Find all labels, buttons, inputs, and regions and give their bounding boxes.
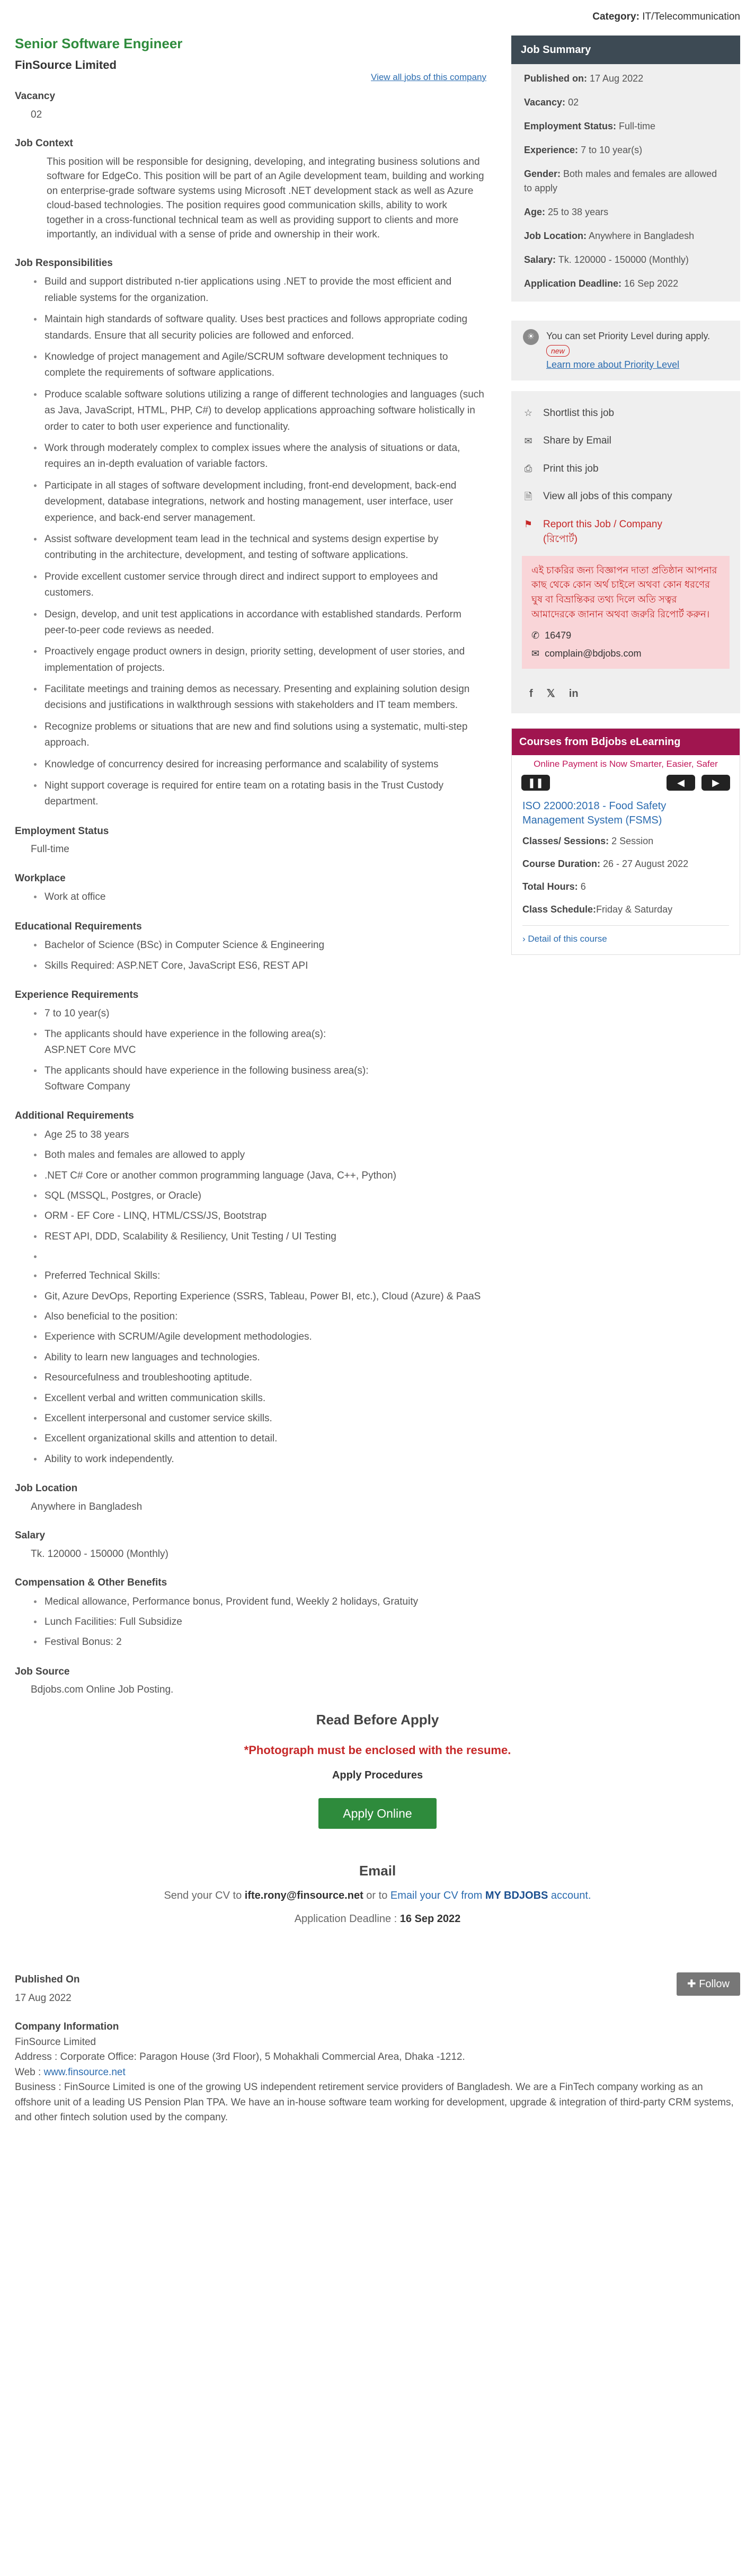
list-item: Maintain high standards of software quality. Uses best practices and follows appropriate coding standards. Ensure that all security policies are followed and enforced.	[45, 312, 486, 344]
email-heading: Email	[359, 1863, 396, 1879]
sidebar	[511, 36, 740, 1698]
job-source-value: Bdjobs.com Online Job Posting.	[31, 1684, 174, 1696]
list-item: Both males and females are allowed to apply	[45, 1147, 486, 1163]
list-item: Work through moderately complex to complex issues where the analysis of situations or data, requires an in-depth evaluation of variable factors.	[45, 440, 486, 473]
workplace-section	[15, 871, 486, 906]
job-location-section	[15, 1481, 486, 1515]
summary-row	[524, 143, 727, 157]
list-item	[45, 1249, 486, 1264]
experience-area-label: The applicants should have experience in the following area(s):	[45, 1028, 326, 1040]
vacancy-section	[15, 89, 486, 122]
experience-business-label: The applicants should have experience in the following business area(s):	[45, 1065, 369, 1076]
responsibilities-section	[15, 256, 486, 810]
list-item: Night support coverage is required for entire team on a rotating basis in the Trust Custody department.	[45, 778, 486, 810]
photograph-word: *Photograph	[244, 1743, 314, 1757]
share-label: Share by Email	[543, 435, 611, 446]
report-job-button[interactable]	[522, 511, 730, 554]
send-cv-mid: or to	[363, 1890, 390, 1902]
responsibilities-list	[15, 274, 486, 810]
company-info-heading: Company Information	[15, 2021, 119, 2033]
linkedin-icon[interactable]: in	[569, 687, 579, 700]
summary-label: Published on:	[524, 73, 587, 84]
list-item: Assist software development team lead in the technical and systems design expertise by contributing in the architecture, development, and testing of software applications.	[45, 532, 486, 564]
course-label: Classes/ Sessions:	[522, 836, 609, 847]
job-location-heading: Job Location	[15, 1483, 78, 1494]
course-value: Friday & Saturday	[596, 904, 673, 915]
summary-value: 02	[568, 96, 579, 108]
list-item: Knowledge of project management and Agile/SCRUM software development techniques to complete the requirements of software applications.	[45, 349, 486, 382]
experience-heading: Experience Requirements	[15, 989, 139, 1001]
view-company-jobs-label: View all jobs of this company	[543, 491, 672, 502]
shortlist-label: Shortlist this job	[543, 407, 615, 419]
summary-row	[524, 277, 727, 291]
prev-arrow-button[interactable]: ◀	[667, 775, 695, 791]
summary-label: Application Deadline:	[524, 278, 622, 289]
summary-label: Job Location:	[524, 230, 587, 241]
course-row	[522, 834, 729, 848]
list-item: Produce scalable software solutions utilizing a range of different technologies and languages (such as Java, JavaScript, HTML, PHP, C#) to develop applications approaching software holistically in order to cater to both user experience and functionality.	[45, 387, 486, 435]
list-item: Ability to work independently.	[45, 1451, 486, 1467]
summary-label: Gender:	[524, 168, 561, 179]
list-item: Knowledge of concurrency desired for increasing performance and scalability of systems	[45, 757, 486, 773]
summary-label: Salary:	[524, 254, 556, 265]
envelope-icon: ✉	[524, 435, 532, 446]
list-item: Excellent organizational skills and attention to detail.	[45, 1431, 486, 1447]
list-item: 7 to 10 year(s)	[45, 1006, 486, 1022]
follow-button[interactable]	[677, 1972, 740, 1996]
view-company-jobs-button[interactable]	[522, 483, 730, 511]
course-value: 6	[580, 881, 586, 892]
list-item: REST API, DDD, Scalability & Resiliency, Unit Testing / UI Testing	[45, 1229, 486, 1245]
list-item: Git, Azure DevOps, Reporting Experience (SSRS, Tableau, Power BI, etc.), Cloud (Azure) & PaaS	[45, 1289, 486, 1305]
next-arrow-button[interactable]: ▶	[701, 775, 730, 791]
deadline-label: Application Deadline :	[294, 1913, 400, 1925]
salary-heading: Salary	[15, 1530, 46, 1542]
responsibilities-heading: Job Responsibilities	[15, 257, 113, 269]
apply-email-address[interactable]: ifte.rony@finsource.net	[244, 1890, 363, 1902]
print-label: Print this job	[543, 463, 599, 474]
course-title-link[interactable]: ISO 22000:2018 - Food Safety Management System (FSMS)	[522, 800, 667, 827]
experience-business-value: Software Company	[45, 1081, 130, 1093]
list-item: Provide excellent customer service through direct and indirect support to employees and customers.	[45, 569, 486, 601]
job-context-section	[15, 136, 486, 242]
list-item: Also beneficial to the position:	[45, 1309, 486, 1325]
published-value: 17 Aug 2022	[15, 1992, 72, 2004]
job-actions-box	[511, 391, 740, 713]
list-item: SQL (MSSQL, Postgres, or Oracle)	[45, 1188, 486, 1204]
account-link[interactable]: account.	[548, 1890, 591, 1902]
company-info-business: Business : FinSource Limited is one of the growing US independent retirement service providers of Bangladesh. We are a FinTech company working as an offshore unit of a leading US Pension Plan TPA. We have an in-house software team working for development, upgrade & integration of third-party CRM systems, and other fintech solution used by the company.	[15, 2082, 734, 2123]
send-cv-prefix: Send your CV to	[164, 1890, 245, 1902]
chevron-right-icon: ›	[522, 934, 526, 944]
company-website-link[interactable]: www.finsource.net	[43, 2066, 126, 2078]
facebook-icon[interactable]: f	[529, 687, 533, 700]
star-icon: ☆	[523, 408, 533, 419]
list-item: Design, develop, and unit test applications in accordance with established standards. Perform peer-to-peer code reviews as needed.	[45, 607, 486, 639]
list-item: Medical allowance, Performance bonus, Provident fund, Weekly 2 holidays, Gratuity	[45, 1594, 486, 1610]
list-item: Facilitate meetings and training demos as necessary. Presenting and explaining solution design decisions and justifications in walkthrough sessions with stakeholders and IT team members.	[45, 681, 486, 714]
pause-button[interactable]: ❚❚	[521, 775, 550, 791]
share-email-button[interactable]	[522, 427, 730, 455]
list-item	[45, 1063, 486, 1095]
list-item: Proactively engage product owners in design, priority setting, development of user stories, and implementation of projects.	[45, 644, 486, 676]
hotline-number: 16479	[545, 630, 572, 641]
list-item: Experience with SCRUM/Agile development methodologies.	[45, 1329, 486, 1345]
summary-row	[524, 205, 727, 219]
experience-area-value: ASP.NET Core MVC	[45, 1044, 136, 1056]
job-source-heading: Job Source	[15, 1666, 70, 1677]
published-heading: Published On	[15, 1974, 80, 1986]
apply-online-button[interactable]: Apply Online	[318, 1798, 436, 1829]
experience-list	[15, 1006, 486, 1095]
published-row	[15, 1972, 740, 2006]
company-info-name: FinSource Limited	[15, 2036, 96, 2048]
category-line	[15, 0, 740, 25]
priority-level-box	[511, 321, 740, 380]
list-item: Work at office	[45, 889, 486, 905]
summary-row	[524, 253, 727, 267]
course-detail-label: Detail of this course	[528, 934, 607, 944]
summary-label: Experience:	[524, 144, 579, 155]
list-item: Skills Required: ASP.NET Core, JavaScript ES6, REST API	[45, 958, 486, 974]
list-item: Build and support distributed n-tier applications using .NET to provide the most efficient and reliable systems for the organization.	[45, 274, 486, 306]
vacancy-heading: Vacancy	[15, 91, 56, 102]
job-location-value: Anywhere in Bangladesh	[31, 1501, 143, 1512]
list-item: Excellent interpersonal and customer service skills.	[45, 1411, 486, 1427]
job-source-section	[15, 1665, 486, 1698]
priority-learn-more-link[interactable]: Learn more about Priority Level	[546, 359, 680, 370]
benefits-heading: Compensation & Other Benefits	[15, 1577, 167, 1589]
employment-status-value: Full-time	[31, 844, 69, 855]
report-label-bn: (রিপোর্ট)	[543, 534, 578, 545]
social-links	[522, 676, 730, 705]
additional-requirements-heading: Additional Requirements	[15, 1110, 134, 1122]
apply-section	[15, 1710, 740, 1927]
summary-value: 16 Sep 2022	[624, 278, 679, 289]
job-summary-box	[511, 36, 740, 302]
education-section	[15, 919, 486, 974]
summary-value: 25 to 38 years	[548, 206, 609, 217]
report-label: Report this Job / Company	[543, 518, 662, 530]
experience-section	[15, 988, 486, 1095]
company-info-web	[15, 2065, 740, 2081]
web-label: Web :	[15, 2066, 44, 2078]
list-item: Participate in all stages of software development including, front-end development, back-end development, database integrations, network and hosting management, user interface, user experience, and back-end server management.	[45, 478, 486, 526]
follow-label: Follow	[699, 1978, 730, 1990]
course-row	[522, 857, 729, 871]
shortlist-button[interactable]	[522, 400, 730, 428]
elearning-courses-box	[511, 728, 740, 955]
hotline-phone[interactable]	[531, 628, 720, 643]
job-summary-heading: Job Summary	[511, 36, 740, 64]
list-item: Preferred Technical Skills:	[45, 1268, 486, 1284]
course-detail-link[interactable]	[522, 925, 729, 946]
job-context-text: This position will be responsible for designing, developing, and integrating business solutions and software for EdgeCo. This position will be part of an Agile development team, building and working on enterprise-grade software systems using Microsoft .NET development stack as well as Azure cloud-based technologies. The position requires good communication skills, ability to work together in a cross-functional technical team as well as providing support to clients and more importantly, an individual with a sense of pride and ownership in their work.	[47, 156, 484, 241]
additional-requirements-section	[15, 1109, 486, 1467]
email-cv-link[interactable]: Email your CV from	[390, 1890, 483, 1902]
benefits-section	[15, 1575, 486, 1651]
list-item: Age 25 to 38 years	[45, 1127, 486, 1143]
plus-icon: ✚	[687, 1978, 696, 1990]
summary-row	[524, 72, 727, 86]
course-label: Course Duration:	[522, 858, 601, 870]
list-item: Resourcefulness and troubleshooting aptitude.	[45, 1370, 486, 1386]
salary-section	[15, 1528, 486, 1562]
complain-email[interactable]	[531, 647, 720, 661]
salary-value: Tk. 120000 - 150000 (Monthly)	[31, 1548, 168, 1560]
list-item: Excellent verbal and written communication skills.	[45, 1391, 486, 1406]
fraud-warning-box	[522, 556, 730, 669]
company-info-address: Address : Corporate Office: Paragon House (3rd Floor), 5 Mohakhali Commercial Area, Dhaka -1212.	[15, 2051, 465, 2063]
course-value: 2 Session	[611, 836, 654, 847]
print-button[interactable]	[522, 455, 730, 483]
application-deadline	[15, 1911, 740, 1927]
education-heading: Educational Requirements	[15, 920, 142, 932]
employment-status-heading: Employment Status	[15, 825, 109, 837]
summary-row	[524, 119, 727, 134]
summary-row	[524, 95, 727, 110]
company-name: FinSource Limited	[15, 58, 117, 72]
summary-value: Tk. 120000 - 150000 (Monthly)	[558, 254, 689, 265]
additional-requirements-list	[15, 1127, 486, 1467]
job-title: Senior Software Engineer	[15, 35, 183, 51]
summary-value: Both males and females are allowed to apply	[524, 168, 717, 193]
category-value: IT/Telecommunication	[642, 11, 740, 22]
summary-row	[524, 229, 727, 243]
summary-value: Full-time	[619, 120, 656, 131]
category-label: Category:	[592, 11, 639, 22]
priority-text: You can set Priority Level during apply.	[546, 330, 710, 341]
workplace-heading: Workplace	[15, 872, 66, 884]
job-context-heading: Job Context	[15, 138, 73, 149]
deadline-value: 16 Sep 2022	[399, 1913, 461, 1925]
course-row	[522, 902, 729, 917]
summary-row	[524, 167, 727, 196]
complain-email-address: complain@bdjobs.com	[545, 648, 642, 659]
list-item: Bachelor of Science (BSc) in Computer Science & Engineering	[45, 937, 486, 953]
vacancy-value: 02	[31, 109, 42, 120]
view-all-jobs-link[interactable]: View all jobs of this company	[371, 72, 486, 82]
courses-subtitle: Online Payment is Now Smarter, Easier, Safer	[534, 758, 718, 769]
twitter-icon[interactable]: 𝕏	[546, 687, 555, 700]
apply-procedures-heading: Apply Procedures	[332, 1769, 423, 1781]
list-item: Ability to learn new languages and technologies.	[45, 1350, 486, 1366]
education-list	[15, 937, 486, 974]
mybdjobs-link[interactable]: MY BDJOBS	[485, 1890, 548, 1902]
lightbulb-icon: ☀	[523, 329, 539, 345]
fraud-warning-text: এই চাকরির জন্য বিজ্ঞাপন দাতা প্রতিষ্ঠান আপনার কাছ থেকে কোন অর্থ চাইলে অথবা কোন ধরণের ঘুষ বা বিভ্রান্তিকর তথ্য দিলে অতি সত্বর আমাদেরকে জানান অথবা জরুরি রিপোর্ট করুন।	[531, 564, 717, 620]
course-value: 26 - 27 August 2022	[603, 858, 689, 870]
list-item: .NET C# Core or another common programming language (Java, C++, Python)	[45, 1168, 486, 1184]
list-item: ORM - EF Core - LINQ, HTML/CSS/JS, Bootstrap	[45, 1208, 486, 1224]
benefits-list	[15, 1594, 486, 1651]
send-cv-line	[15, 1888, 740, 1904]
course-label: Total Hours:	[522, 881, 578, 892]
summary-value: 7 to 10 year(s)	[581, 144, 643, 155]
flag-icon: ⚑	[523, 518, 533, 529]
photograph-notice	[15, 1741, 740, 1760]
list-item: Recognize problems or situations that are new and find solutions using a systematic, multi-step approach.	[45, 719, 486, 751]
list-item	[45, 1026, 486, 1059]
courses-heading: Courses from Bdjobs eLearning	[512, 729, 740, 755]
summary-value: 17 Aug 2022	[590, 73, 644, 84]
course-label: Class Schedule:	[522, 904, 597, 915]
summary-label: Age:	[524, 206, 545, 217]
envelope-icon: ✉	[531, 648, 540, 659]
printer-icon: ⎙	[524, 463, 532, 474]
read-before-apply-heading: Read Before Apply	[316, 1711, 439, 1728]
list-item: Festival Bonus: 2	[45, 1634, 486, 1650]
photograph-notice-rest: must be enclosed with the resume.	[314, 1743, 511, 1757]
new-badge: new	[546, 345, 570, 357]
phone-icon: ✆	[531, 630, 540, 641]
document-icon: 🗎	[524, 491, 532, 502]
employment-status-section	[15, 824, 486, 857]
summary-label: Vacancy:	[524, 96, 566, 108]
job-main-column	[15, 36, 486, 1698]
summary-value: Anywhere in Bangladesh	[589, 230, 695, 241]
list-item: Lunch Facilities: Full Subsidize	[45, 1614, 486, 1630]
workplace-list	[15, 889, 486, 905]
company-information	[15, 2020, 740, 2126]
course-row	[522, 880, 729, 894]
summary-label: Employment Status:	[524, 120, 617, 131]
